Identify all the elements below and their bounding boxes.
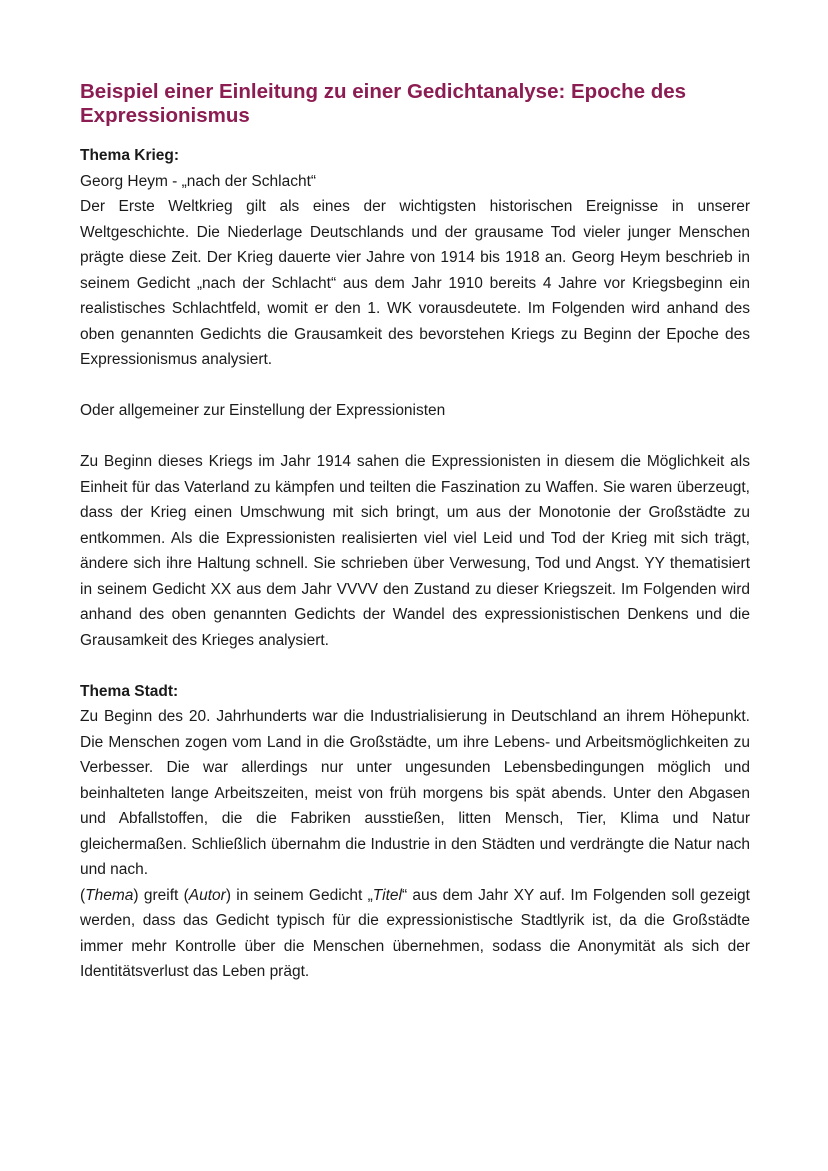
alternative-label: Oder allgemeiner zur Einstellung der Expressionisten	[80, 402, 446, 419]
paragraph-krieg: Der Erste Weltkrieg gilt als eines der wichtigsten historischen Ereignisse in unserer Weltgeschichte. Die Niederlage Deutschlands und der grausame Tod vieler junger Menschen prägte diese Zeit. Der Krieg dauerte vier Jahre von 1914 bis 1918 an. Georg Heym beschrieb in seinem Gedicht „nach der Schlacht“ aus dem Jahr 1910 bereits 4 Jahre vor Kriegsbeginn ein realistisches Schlachtfeld, womit er den 1. WK vorausdeutete. Im Folgenden wird anhand des oben genannten Gedichts die Grausamkeit des bevorstehen Kriegs zu Beginn der Epoche des Expressionismus analysiert.	[80, 198, 750, 368]
paren-open: (	[80, 886, 86, 904]
section-heading-stadt: Thema Stadt:	[80, 682, 179, 700]
poem-reference: Georg Heym - „nach der Schlacht“	[80, 172, 317, 190]
paragraph-expressionisten: Zu Beginn dieses Kriegs im Jahr 1914 sahen die Expressionisten in diesem die Möglichkeit als Einheit für das Vaterland zu kämpfen und teilten die Faszination zu Waffen. Sie waren überzeugt, dass der Krieg einen Umschwung mit sich bringt, um aus der Monotonie der Großstädte zu entkommen. Als die Expressionisten realisierten viel viel Leid und Tod der Krieg mit sich trägt, ändere sich ihre Haltung schnell. Sie schrieben über Verwesung, Tod und Angst. YY thematisiert in seinem Gedicht XX aus dem Jahr VVVV den Zustand zu dieser Kriegszeit. Im Folgenden wird anhand des oben genannten Gedichts der Wandel des expressionistischen Denkens und die Grausamkeit des Krieges analysiert.	[80, 453, 750, 649]
placeholder-thema: Thema	[85, 886, 134, 904]
text-rest: “ aus dem Jahr XY auf. Im Folgenden soll gezeigt werden, dass das Gedicht typisch für die expressionistische Stadtlyrik ist, da die Großstädte immer mehr Kontrolle über die Menschen übernehmen, sodass die Anonymität als sich der Identitätsverlust das Leben prägt.	[80, 886, 750, 980]
document-title: Beispiel einer Einleitung zu einer Gedichtanalyse: Epoche des Expressionismus	[80, 80, 687, 127]
paragraph-stadt-template	[80, 883, 750, 985]
text-greift: ) greift (	[133, 886, 189, 904]
spacer	[80, 653, 750, 679]
spacer	[80, 424, 750, 450]
document-page	[80, 80, 750, 985]
paragraph-stadt: Zu Beginn des 20. Jahrhunderts war die Industrialisierung in Deutschland an ihrem Höhepunkt. Die Menschen zogen vom Land in die Großstädte, um ihre Lebens- und Arbeitsmöglichkeiten zu Verbesser. Die war allerdings nur unter ungesunden Lebensbedingungen möglich und beinhalteten lange Arbeitszeiten, meist von früh morgens bis spät abends. Unter den Abgasen und Abfallstoffen, die die Fabriken ausstießen, litten Mensch, Tier, Klima und Natur gleichermaßen. Schließlich übernahm die Industrie in den Städten und verdrängte die Natur nach und nach.	[80, 708, 750, 878]
section-heading-krieg: Thema Krieg:	[80, 147, 180, 164]
placeholder-titel: Titel	[372, 886, 402, 904]
placeholder-autor: Autor	[188, 886, 226, 904]
text-gedicht: ) in seinem Gedicht „	[225, 886, 373, 904]
spacer	[80, 373, 750, 399]
